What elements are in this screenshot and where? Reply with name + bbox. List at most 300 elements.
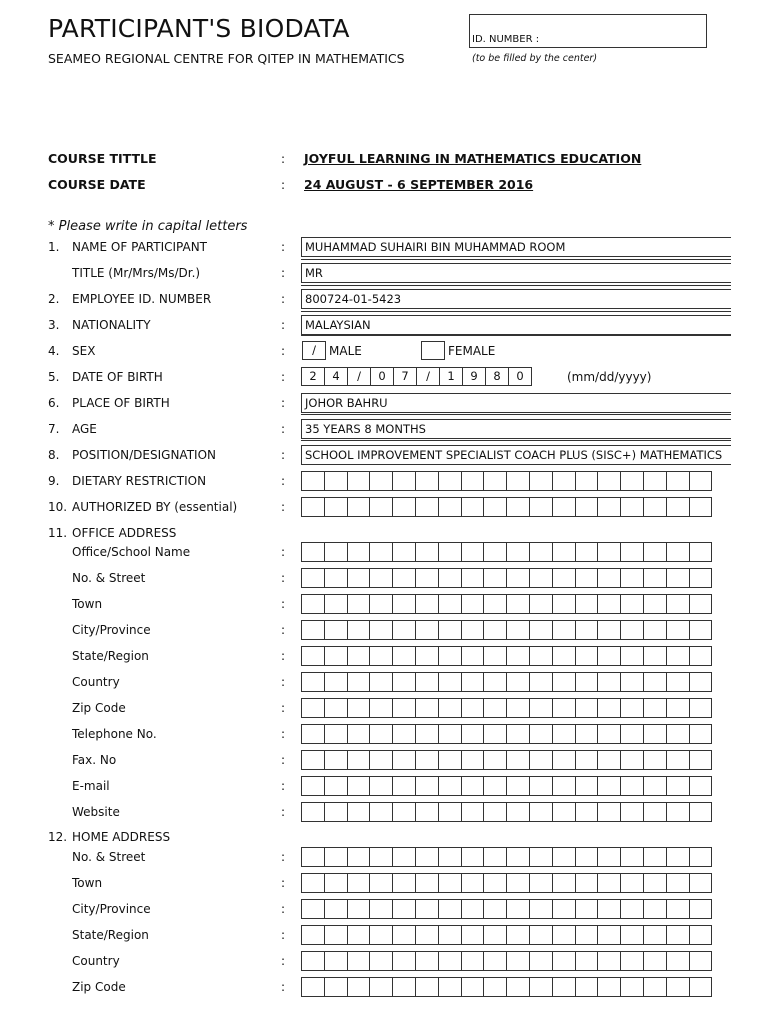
letter-box[interactable] bbox=[369, 847, 393, 867]
letter-box[interactable] bbox=[324, 873, 348, 893]
dob-cell[interactable]: 7 bbox=[393, 367, 417, 386]
letter-box[interactable] bbox=[620, 542, 644, 562]
letter-box[interactable] bbox=[438, 750, 462, 770]
letter-box[interactable] bbox=[620, 847, 644, 867]
letter-box[interactable] bbox=[689, 802, 713, 822]
letter-box[interactable] bbox=[301, 776, 325, 796]
letter-box[interactable] bbox=[620, 925, 644, 945]
letter-box[interactable] bbox=[666, 620, 690, 640]
letter-box[interactable] bbox=[620, 568, 644, 588]
letter-box[interactable] bbox=[483, 802, 507, 822]
letter-box[interactable] bbox=[347, 925, 371, 945]
letter-box[interactable] bbox=[529, 977, 553, 997]
letter-box[interactable] bbox=[324, 847, 348, 867]
letter-box[interactable] bbox=[369, 471, 393, 491]
letter-box[interactable] bbox=[392, 568, 416, 588]
letter-box[interactable] bbox=[666, 977, 690, 997]
letter-box[interactable] bbox=[506, 776, 530, 796]
letter-box[interactable] bbox=[643, 802, 667, 822]
letter-box[interactable] bbox=[575, 568, 599, 588]
letter-box[interactable] bbox=[438, 951, 462, 971]
letter-box[interactable] bbox=[689, 497, 713, 517]
letter-box[interactable] bbox=[689, 594, 713, 614]
dietary-grid[interactable] bbox=[301, 471, 712, 491]
letter-box[interactable] bbox=[415, 672, 439, 692]
letter-box[interactable] bbox=[301, 724, 325, 744]
letter-box[interactable] bbox=[483, 698, 507, 718]
letter-box[interactable] bbox=[483, 724, 507, 744]
letter-box[interactable] bbox=[689, 672, 713, 692]
letter-box[interactable] bbox=[666, 776, 690, 796]
letter-box[interactable] bbox=[643, 620, 667, 640]
letter-box[interactable] bbox=[620, 977, 644, 997]
letter-box[interactable] bbox=[643, 568, 667, 588]
letter-box[interactable] bbox=[689, 568, 713, 588]
letter-box[interactable] bbox=[369, 977, 393, 997]
letter-box[interactable] bbox=[666, 471, 690, 491]
letter-box[interactable] bbox=[415, 698, 439, 718]
letter-box[interactable] bbox=[620, 497, 644, 517]
letter-box[interactable] bbox=[552, 899, 576, 919]
letter-box[interactable] bbox=[506, 899, 530, 919]
letter-box[interactable] bbox=[369, 750, 393, 770]
letter-box[interactable] bbox=[689, 698, 713, 718]
letter-box[interactable] bbox=[483, 899, 507, 919]
letter-box[interactable] bbox=[324, 724, 348, 744]
letter-box[interactable] bbox=[689, 620, 713, 640]
letter-box[interactable] bbox=[666, 802, 690, 822]
letter-box[interactable] bbox=[643, 899, 667, 919]
letter-box[interactable] bbox=[597, 672, 621, 692]
position-field[interactable] bbox=[301, 445, 731, 465]
letter-box[interactable] bbox=[301, 951, 325, 971]
letter-box[interactable] bbox=[643, 672, 667, 692]
letter-box[interactable] bbox=[392, 873, 416, 893]
letter-box[interactable] bbox=[415, 899, 439, 919]
letter-box[interactable] bbox=[369, 951, 393, 971]
authorized-grid[interactable] bbox=[301, 497, 712, 517]
letter-box[interactable] bbox=[597, 724, 621, 744]
letter-box[interactable] bbox=[347, 977, 371, 997]
letter-box[interactable] bbox=[324, 977, 348, 997]
letter-box[interactable] bbox=[483, 542, 507, 562]
dob-cell[interactable]: 2 bbox=[301, 367, 325, 386]
letter-box[interactable] bbox=[483, 471, 507, 491]
letter-box[interactable] bbox=[324, 776, 348, 796]
letter-box[interactable] bbox=[392, 750, 416, 770]
letter-box[interactable] bbox=[483, 951, 507, 971]
letter-box[interactable] bbox=[575, 977, 599, 997]
letter-box[interactable] bbox=[666, 873, 690, 893]
letter-box[interactable] bbox=[529, 724, 553, 744]
letter-box[interactable] bbox=[324, 568, 348, 588]
letter-box[interactable] bbox=[666, 951, 690, 971]
letter-box[interactable] bbox=[506, 497, 530, 517]
letter-box[interactable] bbox=[575, 750, 599, 770]
letter-box[interactable] bbox=[666, 925, 690, 945]
home-address-row-grid[interactable] bbox=[301, 925, 712, 945]
letter-box[interactable] bbox=[620, 873, 644, 893]
letter-box[interactable] bbox=[415, 471, 439, 491]
letter-box[interactable] bbox=[529, 471, 553, 491]
letter-box[interactable] bbox=[552, 594, 576, 614]
letter-box[interactable] bbox=[666, 899, 690, 919]
letter-box[interactable] bbox=[369, 925, 393, 945]
letter-box[interactable] bbox=[552, 471, 576, 491]
letter-box[interactable] bbox=[643, 724, 667, 744]
letter-box[interactable] bbox=[529, 497, 553, 517]
letter-box[interactable] bbox=[689, 925, 713, 945]
letter-box[interactable] bbox=[575, 899, 599, 919]
letter-box[interactable] bbox=[438, 977, 462, 997]
letter-box[interactable] bbox=[643, 646, 667, 666]
letter-box[interactable] bbox=[643, 977, 667, 997]
letter-box[interactable] bbox=[324, 750, 348, 770]
letter-box[interactable] bbox=[392, 542, 416, 562]
letter-box[interactable] bbox=[597, 802, 621, 822]
letter-box[interactable] bbox=[392, 951, 416, 971]
home-address-row-grid[interactable] bbox=[301, 899, 712, 919]
letter-box[interactable] bbox=[415, 568, 439, 588]
letter-box[interactable] bbox=[552, 977, 576, 997]
letter-box[interactable] bbox=[620, 646, 644, 666]
letter-box[interactable] bbox=[483, 776, 507, 796]
letter-box[interactable] bbox=[415, 646, 439, 666]
letter-box[interactable] bbox=[392, 672, 416, 692]
letter-box[interactable] bbox=[552, 698, 576, 718]
letter-box[interactable] bbox=[529, 672, 553, 692]
dob-cell[interactable]: 9 bbox=[462, 367, 486, 386]
letter-box[interactable] bbox=[324, 497, 348, 517]
office-address-row-grid[interactable] bbox=[301, 776, 712, 796]
dob-field[interactable] bbox=[301, 367, 532, 386]
letter-box[interactable] bbox=[552, 672, 576, 692]
letter-box[interactable] bbox=[324, 925, 348, 945]
letter-box[interactable] bbox=[620, 672, 644, 692]
letter-box[interactable] bbox=[347, 802, 371, 822]
employee-id-field[interactable] bbox=[301, 289, 731, 309]
letter-box[interactable] bbox=[575, 925, 599, 945]
letter-box[interactable] bbox=[529, 951, 553, 971]
letter-box[interactable] bbox=[369, 899, 393, 919]
letter-box[interactable] bbox=[506, 594, 530, 614]
letter-box[interactable] bbox=[483, 977, 507, 997]
letter-box[interactable] bbox=[461, 802, 485, 822]
letter-box[interactable] bbox=[301, 977, 325, 997]
letter-box[interactable] bbox=[347, 646, 371, 666]
letter-box[interactable] bbox=[666, 672, 690, 692]
letter-box[interactable] bbox=[506, 873, 530, 893]
letter-box[interactable] bbox=[620, 750, 644, 770]
letter-box[interactable] bbox=[369, 672, 393, 692]
letter-box[interactable] bbox=[689, 847, 713, 867]
letter-box[interactable] bbox=[415, 873, 439, 893]
letter-box[interactable] bbox=[597, 568, 621, 588]
letter-box[interactable] bbox=[438, 802, 462, 822]
letter-box[interactable] bbox=[438, 698, 462, 718]
letter-box[interactable] bbox=[415, 750, 439, 770]
letter-box[interactable] bbox=[552, 802, 576, 822]
letter-box[interactable] bbox=[461, 568, 485, 588]
letter-box[interactable] bbox=[597, 899, 621, 919]
letter-box[interactable] bbox=[301, 672, 325, 692]
letter-box[interactable] bbox=[552, 776, 576, 796]
letter-box[interactable] bbox=[666, 497, 690, 517]
letter-box[interactable] bbox=[461, 698, 485, 718]
letter-box[interactable] bbox=[620, 724, 644, 744]
letter-box[interactable] bbox=[415, 977, 439, 997]
letter-box[interactable] bbox=[597, 873, 621, 893]
letter-box[interactable] bbox=[324, 899, 348, 919]
letter-box[interactable] bbox=[438, 873, 462, 893]
letter-box[interactable] bbox=[689, 873, 713, 893]
office-address-row-grid[interactable] bbox=[301, 724, 712, 744]
letter-box[interactable] bbox=[301, 568, 325, 588]
letter-box[interactable] bbox=[597, 594, 621, 614]
letter-box[interactable] bbox=[597, 620, 621, 640]
letter-box[interactable] bbox=[552, 724, 576, 744]
letter-box[interactable] bbox=[529, 925, 553, 945]
letter-box[interactable] bbox=[506, 977, 530, 997]
letter-box[interactable] bbox=[324, 620, 348, 640]
letter-box[interactable] bbox=[347, 471, 371, 491]
office-address-row-grid[interactable] bbox=[301, 698, 712, 718]
letter-box[interactable] bbox=[438, 594, 462, 614]
letter-box[interactable] bbox=[438, 776, 462, 796]
letter-box[interactable] bbox=[438, 925, 462, 945]
letter-box[interactable] bbox=[575, 802, 599, 822]
nationality-field[interactable] bbox=[301, 315, 731, 335]
letter-box[interactable] bbox=[506, 620, 530, 640]
letter-box[interactable] bbox=[620, 471, 644, 491]
letter-box[interactable] bbox=[529, 750, 553, 770]
home-address-row-grid[interactable] bbox=[301, 847, 712, 867]
letter-box[interactable] bbox=[369, 776, 393, 796]
letter-box[interactable] bbox=[301, 471, 325, 491]
home-address-row-grid[interactable] bbox=[301, 951, 712, 971]
letter-box[interactable] bbox=[369, 802, 393, 822]
letter-box[interactable] bbox=[552, 568, 576, 588]
letter-box[interactable] bbox=[461, 646, 485, 666]
letter-box[interactable] bbox=[529, 873, 553, 893]
letter-box[interactable] bbox=[483, 646, 507, 666]
letter-box[interactable] bbox=[552, 620, 576, 640]
letter-box[interactable] bbox=[597, 977, 621, 997]
letter-box[interactable] bbox=[483, 568, 507, 588]
letter-box[interactable] bbox=[597, 951, 621, 971]
letter-box[interactable] bbox=[301, 750, 325, 770]
letter-box[interactable] bbox=[552, 925, 576, 945]
letter-box[interactable] bbox=[392, 594, 416, 614]
letter-box[interactable] bbox=[392, 776, 416, 796]
letter-box[interactable] bbox=[689, 724, 713, 744]
letter-box[interactable] bbox=[643, 471, 667, 491]
office-address-row-grid[interactable] bbox=[301, 594, 712, 614]
letter-box[interactable] bbox=[347, 899, 371, 919]
letter-box[interactable] bbox=[438, 471, 462, 491]
letter-box[interactable] bbox=[689, 951, 713, 971]
letter-box[interactable] bbox=[461, 847, 485, 867]
letter-box[interactable] bbox=[438, 620, 462, 640]
letter-box[interactable] bbox=[666, 750, 690, 770]
letter-box[interactable] bbox=[369, 568, 393, 588]
letter-box[interactable] bbox=[666, 594, 690, 614]
letter-box[interactable] bbox=[689, 750, 713, 770]
letter-box[interactable] bbox=[461, 620, 485, 640]
office-address-row-grid[interactable] bbox=[301, 620, 712, 640]
letter-box[interactable] bbox=[392, 977, 416, 997]
letter-box[interactable] bbox=[483, 672, 507, 692]
letter-box[interactable] bbox=[415, 847, 439, 867]
letter-box[interactable] bbox=[438, 724, 462, 744]
letter-box[interactable] bbox=[529, 899, 553, 919]
letter-box[interactable] bbox=[552, 873, 576, 893]
letter-box[interactable] bbox=[643, 847, 667, 867]
letter-box[interactable] bbox=[575, 497, 599, 517]
letter-box[interactable] bbox=[392, 899, 416, 919]
letter-box[interactable] bbox=[369, 873, 393, 893]
letter-box[interactable] bbox=[392, 698, 416, 718]
letter-box[interactable] bbox=[506, 698, 530, 718]
letter-box[interactable] bbox=[392, 925, 416, 945]
letter-box[interactable] bbox=[643, 542, 667, 562]
letter-box[interactable] bbox=[301, 925, 325, 945]
letter-box[interactable] bbox=[369, 724, 393, 744]
dob-cell[interactable]: / bbox=[416, 367, 440, 386]
letter-box[interactable] bbox=[461, 471, 485, 491]
letter-box[interactable] bbox=[643, 750, 667, 770]
letter-box[interactable] bbox=[643, 698, 667, 718]
letter-box[interactable] bbox=[415, 951, 439, 971]
letter-box[interactable] bbox=[324, 698, 348, 718]
letter-box[interactable] bbox=[415, 594, 439, 614]
letter-box[interactable] bbox=[392, 620, 416, 640]
letter-box[interactable] bbox=[597, 542, 621, 562]
letter-box[interactable] bbox=[529, 542, 553, 562]
letter-box[interactable] bbox=[597, 646, 621, 666]
letter-box[interactable] bbox=[301, 899, 325, 919]
letter-box[interactable] bbox=[415, 724, 439, 744]
letter-box[interactable] bbox=[392, 471, 416, 491]
letter-box[interactable] bbox=[415, 802, 439, 822]
letter-box[interactable] bbox=[643, 925, 667, 945]
letter-box[interactable] bbox=[324, 594, 348, 614]
letter-box[interactable] bbox=[438, 568, 462, 588]
letter-box[interactable] bbox=[575, 724, 599, 744]
letter-box[interactable] bbox=[461, 776, 485, 796]
letter-box[interactable] bbox=[483, 847, 507, 867]
letter-box[interactable] bbox=[301, 698, 325, 718]
letter-box[interactable] bbox=[506, 542, 530, 562]
letter-box[interactable] bbox=[689, 542, 713, 562]
letter-box[interactable] bbox=[506, 951, 530, 971]
letter-box[interactable] bbox=[575, 620, 599, 640]
letter-box[interactable] bbox=[347, 698, 371, 718]
dob-cell[interactable]: 0 bbox=[370, 367, 394, 386]
letter-box[interactable] bbox=[552, 497, 576, 517]
letter-box[interactable] bbox=[324, 802, 348, 822]
letter-box[interactable] bbox=[392, 646, 416, 666]
letter-box[interactable] bbox=[575, 776, 599, 796]
letter-box[interactable] bbox=[483, 620, 507, 640]
letter-box[interactable] bbox=[689, 899, 713, 919]
letter-box[interactable] bbox=[597, 471, 621, 491]
letter-box[interactable] bbox=[301, 873, 325, 893]
letter-box[interactable] bbox=[301, 847, 325, 867]
letter-box[interactable] bbox=[301, 594, 325, 614]
letter-box[interactable] bbox=[461, 750, 485, 770]
letter-box[interactable] bbox=[347, 750, 371, 770]
letter-box[interactable] bbox=[620, 899, 644, 919]
dob-cell[interactable]: 4 bbox=[324, 367, 348, 386]
letter-box[interactable] bbox=[529, 594, 553, 614]
letter-box[interactable] bbox=[461, 925, 485, 945]
letter-box[interactable] bbox=[392, 802, 416, 822]
letter-box[interactable] bbox=[347, 542, 371, 562]
letter-box[interactable] bbox=[415, 776, 439, 796]
female-checkbox[interactable] bbox=[421, 341, 445, 360]
letter-box[interactable] bbox=[689, 646, 713, 666]
office-address-row-grid[interactable] bbox=[301, 568, 712, 588]
letter-box[interactable] bbox=[438, 646, 462, 666]
letter-box[interactable] bbox=[483, 925, 507, 945]
name-field[interactable] bbox=[301, 237, 731, 257]
letter-box[interactable] bbox=[597, 776, 621, 796]
letter-box[interactable] bbox=[506, 471, 530, 491]
letter-box[interactable] bbox=[438, 899, 462, 919]
letter-box[interactable] bbox=[575, 646, 599, 666]
letter-box[interactable] bbox=[689, 977, 713, 997]
male-checkbox[interactable]: / bbox=[302, 341, 326, 360]
letter-box[interactable] bbox=[575, 698, 599, 718]
letter-box[interactable] bbox=[415, 542, 439, 562]
letter-box[interactable] bbox=[347, 672, 371, 692]
letter-box[interactable] bbox=[575, 542, 599, 562]
home-address-row-grid[interactable] bbox=[301, 977, 712, 997]
letter-box[interactable] bbox=[597, 750, 621, 770]
letter-box[interactable] bbox=[301, 802, 325, 822]
letter-box[interactable] bbox=[666, 724, 690, 744]
dob-cell[interactable]: 0 bbox=[508, 367, 532, 386]
letter-box[interactable] bbox=[620, 698, 644, 718]
letter-box[interactable] bbox=[301, 542, 325, 562]
letter-box[interactable] bbox=[347, 568, 371, 588]
letter-box[interactable] bbox=[643, 951, 667, 971]
letter-box[interactable] bbox=[347, 776, 371, 796]
letter-box[interactable] bbox=[506, 750, 530, 770]
letter-box[interactable] bbox=[347, 847, 371, 867]
letter-box[interactable] bbox=[438, 847, 462, 867]
letter-box[interactable] bbox=[461, 873, 485, 893]
letter-box[interactable] bbox=[666, 646, 690, 666]
letter-box[interactable] bbox=[506, 568, 530, 588]
letter-box[interactable] bbox=[666, 568, 690, 588]
home-address-row-grid[interactable] bbox=[301, 873, 712, 893]
letter-box[interactable] bbox=[620, 776, 644, 796]
letter-box[interactable] bbox=[369, 620, 393, 640]
letter-box[interactable] bbox=[506, 724, 530, 744]
letter-box[interactable] bbox=[461, 594, 485, 614]
letter-box[interactable] bbox=[415, 497, 439, 517]
letter-box[interactable] bbox=[529, 568, 553, 588]
letter-box[interactable] bbox=[483, 750, 507, 770]
letter-box[interactable] bbox=[597, 847, 621, 867]
letter-box[interactable] bbox=[461, 672, 485, 692]
letter-box[interactable] bbox=[552, 750, 576, 770]
letter-box[interactable] bbox=[620, 594, 644, 614]
letter-box[interactable] bbox=[301, 620, 325, 640]
letter-box[interactable] bbox=[643, 497, 667, 517]
